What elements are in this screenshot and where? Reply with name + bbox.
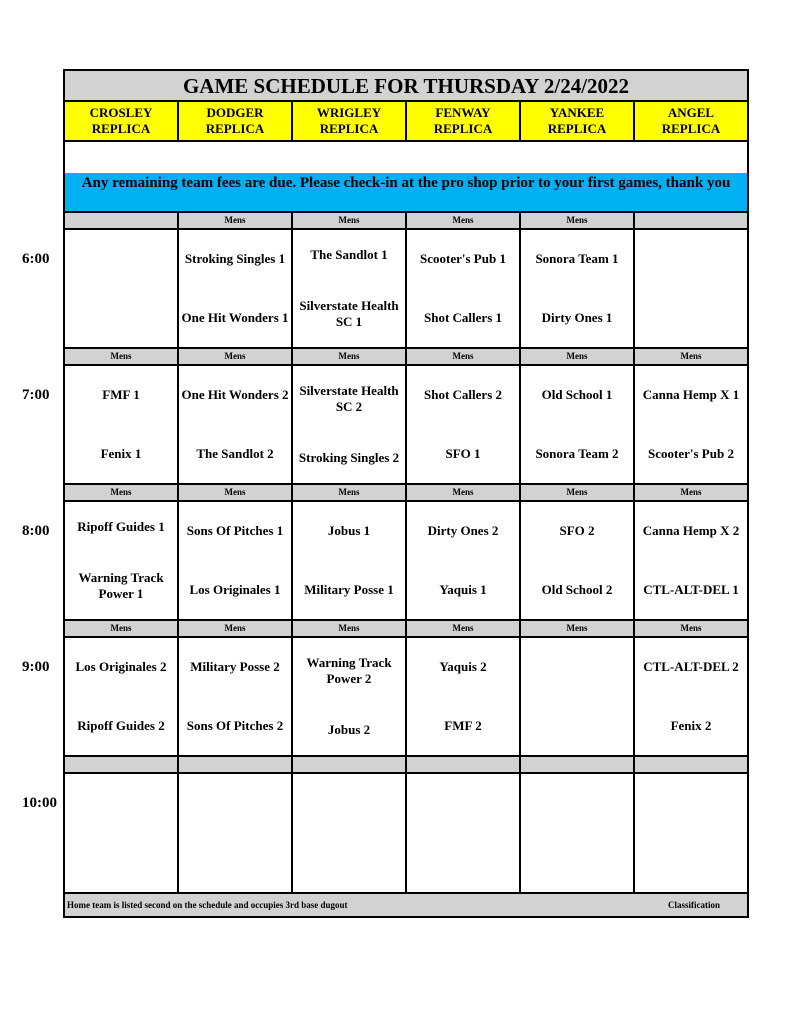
time-slot-row [65,638,747,757]
home-team: Shot Callers 1 [424,309,502,325]
field-header [521,102,635,142]
classification-cell: Mens [521,485,635,500]
time-slot-row [65,774,747,894]
time-slot-row [65,230,747,349]
classification-cell: Mens [179,485,293,500]
game-cell [407,502,521,619]
classification-cell [635,757,747,772]
home-team: Stroking Singles 2 [298,449,400,465]
field-name: FENWAY [435,105,491,120]
field-name: WRIGLEY [316,105,382,120]
game-cell [293,774,407,892]
time-label: 6:00 [22,251,50,267]
classification-cell: Mens [521,621,635,636]
classification-cell: Mens [407,621,521,636]
game-cell [179,774,293,892]
classification-cell: Mens [293,621,407,636]
game-cell [407,366,521,483]
home-team-note: Home team is listed second on the schedule and occupies 3rd base dugout [67,900,348,910]
away-team: Dirty Ones 2 [427,523,499,539]
game-cell [407,230,521,347]
away-team: Silverstate Health SC 2 [299,383,399,415]
game-cell [407,638,521,755]
classification-cell [65,757,179,772]
time-label: 7:00 [22,387,50,403]
field-header [179,102,293,142]
classification-cell: Mens [521,213,635,228]
game-cell [635,366,747,483]
home-team: One Hit Wonders 1 [181,309,289,325]
classification-cell [521,757,635,772]
field-header [635,102,747,142]
home-team: Silverstate Health SC 1 [299,297,399,329]
game-cell [179,638,293,755]
away-team: Jobus 1 [327,523,371,539]
away-team: Warning Track Power 2 [306,655,392,687]
time-label: 9:00 [22,659,50,675]
classification-cell: Mens [179,213,293,228]
home-team: Fenix 2 [670,717,712,733]
field-name: ANGEL [667,105,715,120]
away-team: FMF 1 [102,387,140,403]
classification-cell [65,213,179,228]
field-sub: REPLICA [433,121,493,136]
classification-cell: Mens [293,485,407,500]
home-team: Los Originales 1 [189,581,281,597]
field-sub: REPLICA [205,121,265,136]
home-team: Old School 2 [541,581,613,597]
away-team: Los Originales 2 [75,659,167,675]
time-slot-row [65,366,747,485]
field-header-row [65,102,747,142]
game-cell [521,366,635,483]
game-cell [521,774,635,892]
game-cell [635,230,747,347]
home-team: FMF 2 [444,717,482,733]
classification-cell: Mens [680,487,702,497]
game-cell [65,230,179,347]
classification-cell: Mens [407,485,521,500]
classification-cell: Mens [179,621,293,636]
game-cell [635,638,747,755]
schedule-table [63,69,749,918]
away-team: CTL-ALT-DEL 2 [643,659,739,675]
home-team: The Sandlot 2 [196,445,274,461]
home-team: Sons Of Pitches 2 [186,717,284,733]
game-cell [521,230,635,347]
schedule-footer [65,894,747,916]
home-team: Military Posse 1 [304,581,394,597]
home-team: Warning Track Power 1 [78,569,164,601]
game-cell [179,502,293,619]
fees-notice: Any remaining team fees are due. Please check-in at the pro shop prior to your first games, thank you [65,173,747,213]
classification-cell: Mens [179,349,293,364]
field-sub: REPLICA [547,121,607,136]
game-cell [65,638,179,755]
home-team: SFO 1 [445,445,481,461]
home-team: Dirty Ones 1 [541,309,613,325]
away-team: Military Posse 2 [190,659,280,675]
field-sub: REPLICA [91,121,151,136]
home-team: Ripoff Guides 2 [77,717,165,733]
game-cell [293,502,407,619]
home-team: Fenix 1 [100,445,142,461]
game-cell [407,774,521,892]
classification-cell: Mens [521,349,635,364]
field-name: CROSLEY [89,105,153,120]
away-team: Shot Callers 2 [424,387,502,403]
classification-row [65,485,747,502]
classification-cell: Mens [65,621,179,636]
home-team: Jobus 2 [327,721,371,737]
classification-row [65,213,747,230]
field-header [65,102,179,142]
home-team: Sonora Team 2 [535,445,619,461]
classification-row [65,349,747,366]
field-sub: REPLICA [319,121,379,136]
away-team: SFO 2 [559,523,595,539]
home-team: Yaquis 1 [439,581,487,597]
field-header [293,102,407,142]
classification-cell: Mens [65,349,179,364]
classification-cell: Mens [407,349,521,364]
away-team: Scooter's Pub 1 [420,251,506,267]
classification-row [65,621,747,638]
away-team: One Hit Wonders 2 [181,387,289,403]
game-cell [635,502,747,619]
classification-cell: Mens [293,213,407,228]
game-cell [293,366,407,483]
classification-cell [293,757,407,772]
away-team: Sonora Team 1 [535,251,619,267]
classification-row [65,757,747,774]
game-cell [521,502,635,619]
time-label: 10:00 [22,795,57,811]
classification-cell [635,213,747,228]
game-cell [635,774,747,892]
classification-cell [179,757,293,772]
game-cell [293,638,407,755]
away-team: Stroking Singles 1 [184,251,286,267]
classification-cell: Mens [65,485,179,500]
game-cell [65,774,179,892]
field-name: DODGER [206,105,264,120]
away-team: Canna Hemp X 2 [642,523,740,539]
classification-label: Classification [667,900,720,910]
schedule-title: GAME SCHEDULE FOR THURSDAY 2/24/2022 [65,71,747,102]
time-slot-row [65,502,747,621]
game-cell [179,366,293,483]
away-team: The Sandlot 1 [310,247,388,263]
away-team: Yaquis 2 [439,659,487,675]
game-cell [521,638,635,755]
time-label: 8:00 [22,523,50,539]
home-team: CTL-ALT-DEL 1 [643,581,739,597]
game-cell [293,230,407,347]
home-team: Scooter's Pub 2 [648,445,734,461]
away-team: Canna Hemp X 1 [642,387,740,403]
away-team: Old School 1 [541,387,613,403]
classification-cell: Mens [680,623,702,633]
classification-cell: Mens [407,213,521,228]
classification-cell: Mens [680,351,702,361]
game-cell [65,502,179,619]
away-team: Ripoff Guides 1 [77,519,165,535]
away-team: Sons Of Pitches 1 [186,523,284,539]
field-sub: REPLICA [661,121,721,136]
game-cell [179,230,293,347]
classification-cell: Mens [293,349,407,364]
classification-cell [407,757,521,772]
field-header [407,102,521,142]
game-cell [65,366,179,483]
field-name: YANKEE [549,105,605,120]
